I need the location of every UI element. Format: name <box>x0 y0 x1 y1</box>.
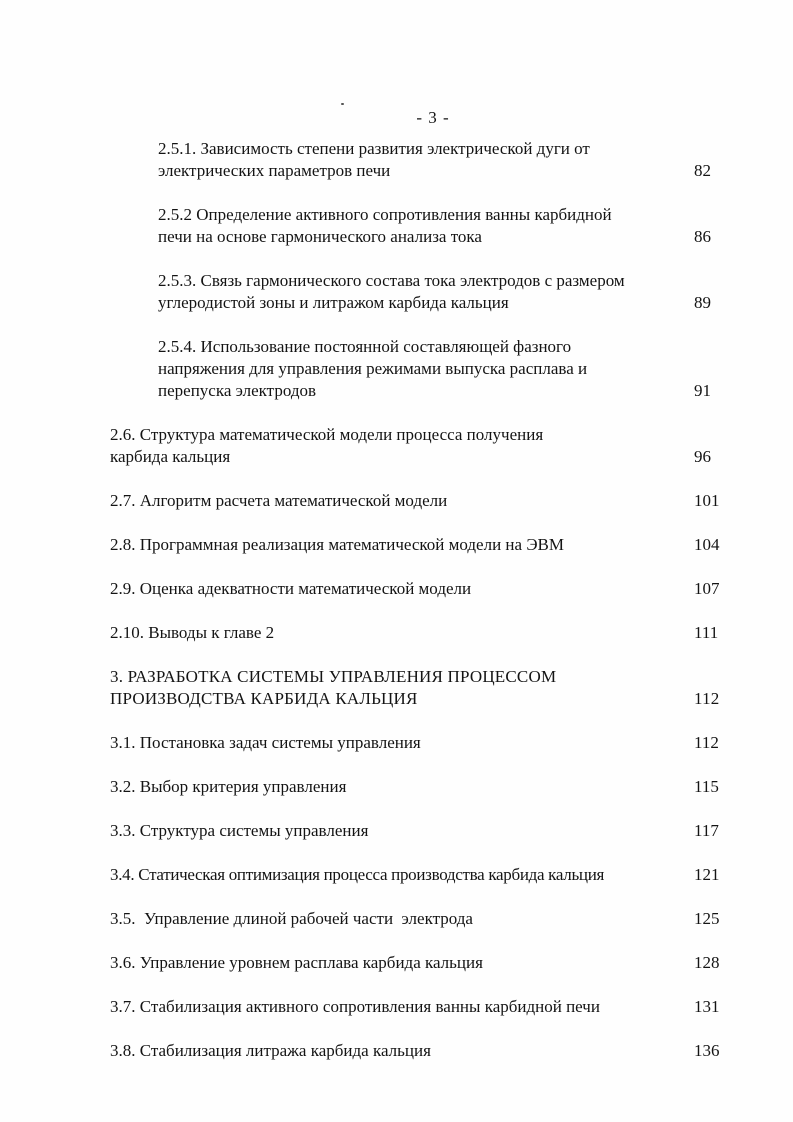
toc-entry-page: 115 <box>694 777 719 796</box>
toc-entry-page: 101 <box>694 491 720 510</box>
toc-entry-page: 121 <box>694 865 720 884</box>
toc-entry-page: 96 <box>694 447 711 466</box>
toc-entry-page: 112 <box>694 689 720 708</box>
scan-speck <box>341 103 344 105</box>
toc-entry-page: 111 <box>694 623 719 642</box>
toc-entry-page: 89 <box>694 293 711 312</box>
toc-entry-title: 3.8. Стабилизация литража карбида кальция <box>110 1041 431 1060</box>
toc-entry-page: 86 <box>694 227 711 246</box>
toc-entry-title: 2.5.3. Связь гармонического состава тока электродов с размером углеродистой зоны и литражом карбида кальция <box>158 271 625 312</box>
toc-entry-title: 3.1. Постановка задач системы управления <box>110 733 421 752</box>
toc-entry-title: 2.7. Алгоритм расчета математической модели <box>110 491 448 510</box>
toc-entry-page: 104 <box>694 535 720 554</box>
toc-entry-page: 131 <box>694 997 720 1016</box>
toc-entry-page: 136 <box>694 1041 720 1060</box>
toc-entry-title: 2.5.2 Определение активного сопротивления ванны карбидной печи на основе гармонического анализа тока <box>158 205 612 246</box>
toc-entry-page: 117 <box>694 821 719 840</box>
toc-entry-page: 107 <box>694 579 720 598</box>
toc-entry-title: 3.2. Выбор критерия управления <box>110 777 347 796</box>
toc-entry-page: 112 <box>694 733 719 752</box>
toc-entry-title: 3.7. Стабилизация активного сопротивления ванны карбидной печи <box>110 997 600 1016</box>
toc-entry-title: 3.4. Статическая оптимизация процесса производства карбида кальция <box>110 865 605 884</box>
toc-entry-title: 3.6. Управление уровнем расплава карбида кальция <box>110 953 483 972</box>
toc-entry-title: 3.5. Управление длиной рабочей части электрода <box>110 909 473 928</box>
toc-entry-page: 125 <box>694 909 720 928</box>
toc-entry-title: 2.5.1. Зависимость степени развития электрической дуги от электрических параметров печи <box>158 139 590 180</box>
toc-entry-title: 2.6. Структура математической модели процесса получения карбида кальция <box>110 425 544 466</box>
toc-entry-title: 2.8. Программная реализация математической модели на ЭВМ <box>110 535 564 554</box>
toc-entry-title: 2.9. Оценка адекватности математической модели <box>110 579 472 598</box>
toc-entry-title: 3.3. Структура системы управления <box>110 821 369 840</box>
toc-entry-title: 2.5.4. Использование постоянной составляющей фазного напряжения для управления режимами выпуска расплава и перепуска электродов <box>158 337 588 400</box>
toc-entry-page: 82 <box>694 161 711 180</box>
toc-entry-title: 3. РАЗРАБОТКА СИСТЕМЫ УПРАВЛЕНИЯ ПРОЦЕССОМ ПРОИЗВОДСТВА КАРБИДА КАЛЬЦИЯ <box>110 667 557 708</box>
toc-entry-page: 128 <box>694 953 720 972</box>
toc-entry-page: 91 <box>694 381 711 400</box>
page-number: - 3 - <box>416 108 450 127</box>
toc-entry-title: 2.10. Выводы к главе 2 <box>110 623 275 642</box>
